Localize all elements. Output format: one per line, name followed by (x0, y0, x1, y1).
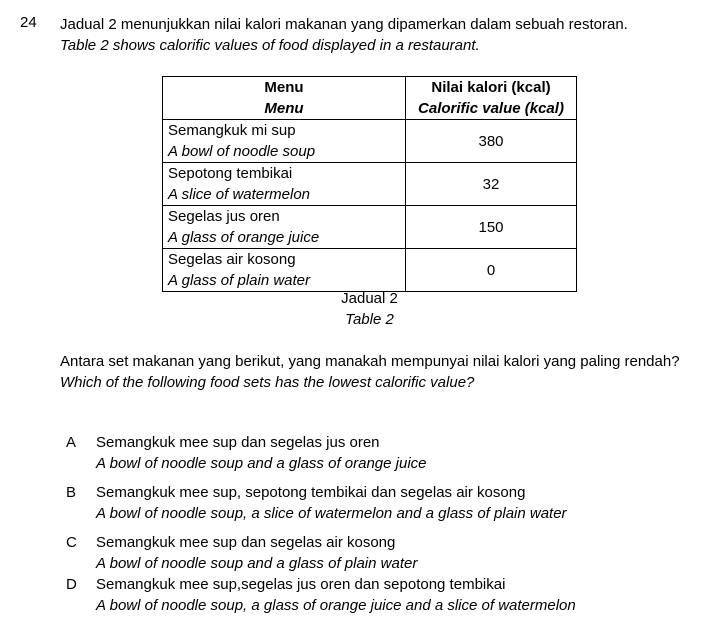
table-row (163, 120, 577, 163)
option-label: C (66, 534, 77, 551)
calorie-table (162, 76, 577, 292)
menu-malay: Segelas jus oren (168, 208, 280, 225)
menu-malay: Semangkuk mi sup (168, 122, 296, 139)
table-row (163, 249, 577, 292)
table-row (163, 206, 577, 249)
table-header-row (163, 77, 577, 120)
option-malay: Semangkuk mee sup dan segelas jus oren (96, 434, 380, 451)
menu-cell (163, 249, 406, 292)
menu-cell (163, 163, 406, 206)
question-stem-malay: Jadual 2 menunjukkan nilai kalori makanan yang dipamerkan dalam sebuah restoran. (60, 16, 628, 33)
option-malay: Semangkuk mee sup,segelas jus oren dan sepotong tembikai (96, 576, 506, 593)
menu-malay: Sepotong tembikai (168, 165, 293, 182)
option-a[interactable] (60, 432, 700, 474)
table-row (163, 163, 577, 206)
menu-cell (163, 206, 406, 249)
option-d[interactable] (60, 574, 700, 616)
option-malay: Semangkuk mee sup dan segelas air kosong (96, 534, 396, 551)
option-c[interactable] (60, 532, 700, 574)
table-caption-english: Table 2 (345, 311, 394, 328)
header-menu-english: Menu (264, 100, 304, 117)
option-english: A bowl of noodle soup, a glass of orange juice and a slice of watermelon (96, 597, 576, 614)
menu-english: A glass of orange juice (168, 229, 320, 246)
question-prompt (60, 351, 682, 393)
option-english: A bowl of noodle soup and a glass of plain water (96, 555, 418, 572)
question-stem (60, 14, 690, 56)
question-stem-english: Table 2 shows calorific values of food displayed in a restaurant. (60, 37, 480, 54)
menu-english: A slice of watermelon (168, 186, 311, 203)
menu-english: A glass of plain water (168, 272, 311, 289)
option-label: D (66, 576, 77, 593)
option-b[interactable] (60, 482, 700, 524)
header-calorie-english: Calorific value (kcal) (418, 100, 564, 117)
header-calorie (406, 77, 577, 120)
menu-malay: Segelas air kosong (168, 251, 296, 268)
menu-cell (163, 120, 406, 163)
option-label: A (66, 434, 77, 451)
option-malay: Semangkuk mee sup, sepotong tembikai dan segelas air kosong (96, 484, 526, 501)
calorie-value: 0 (406, 249, 577, 292)
option-english: A bowl of noodle soup and a glass of orange juice (96, 455, 427, 472)
header-menu (163, 77, 406, 120)
menu-english: A bowl of noodle soup (168, 143, 316, 160)
calorie-value: 32 (406, 163, 577, 206)
prompt-english: Which of the following food sets has the lowest calorific value? (60, 374, 475, 391)
calorie-value: 380 (406, 120, 577, 163)
prompt-malay: Antara set makanan yang berikut, yang manakah mempunyai nilai kalori yang paling rendah? (60, 353, 680, 370)
table-caption-malay: Jadual 2 (341, 290, 398, 307)
table-caption (162, 288, 577, 330)
header-menu-malay: Menu (264, 79, 304, 96)
calorie-value: 150 (406, 206, 577, 249)
question-number: 24 (20, 14, 37, 31)
option-label: B (66, 484, 77, 501)
answer-options (60, 432, 700, 616)
header-calorie-malay: Nilai kalori (kcal) (431, 79, 551, 96)
option-english: A bowl of noodle soup, a slice of watermelon and a glass of plain water (96, 505, 567, 522)
